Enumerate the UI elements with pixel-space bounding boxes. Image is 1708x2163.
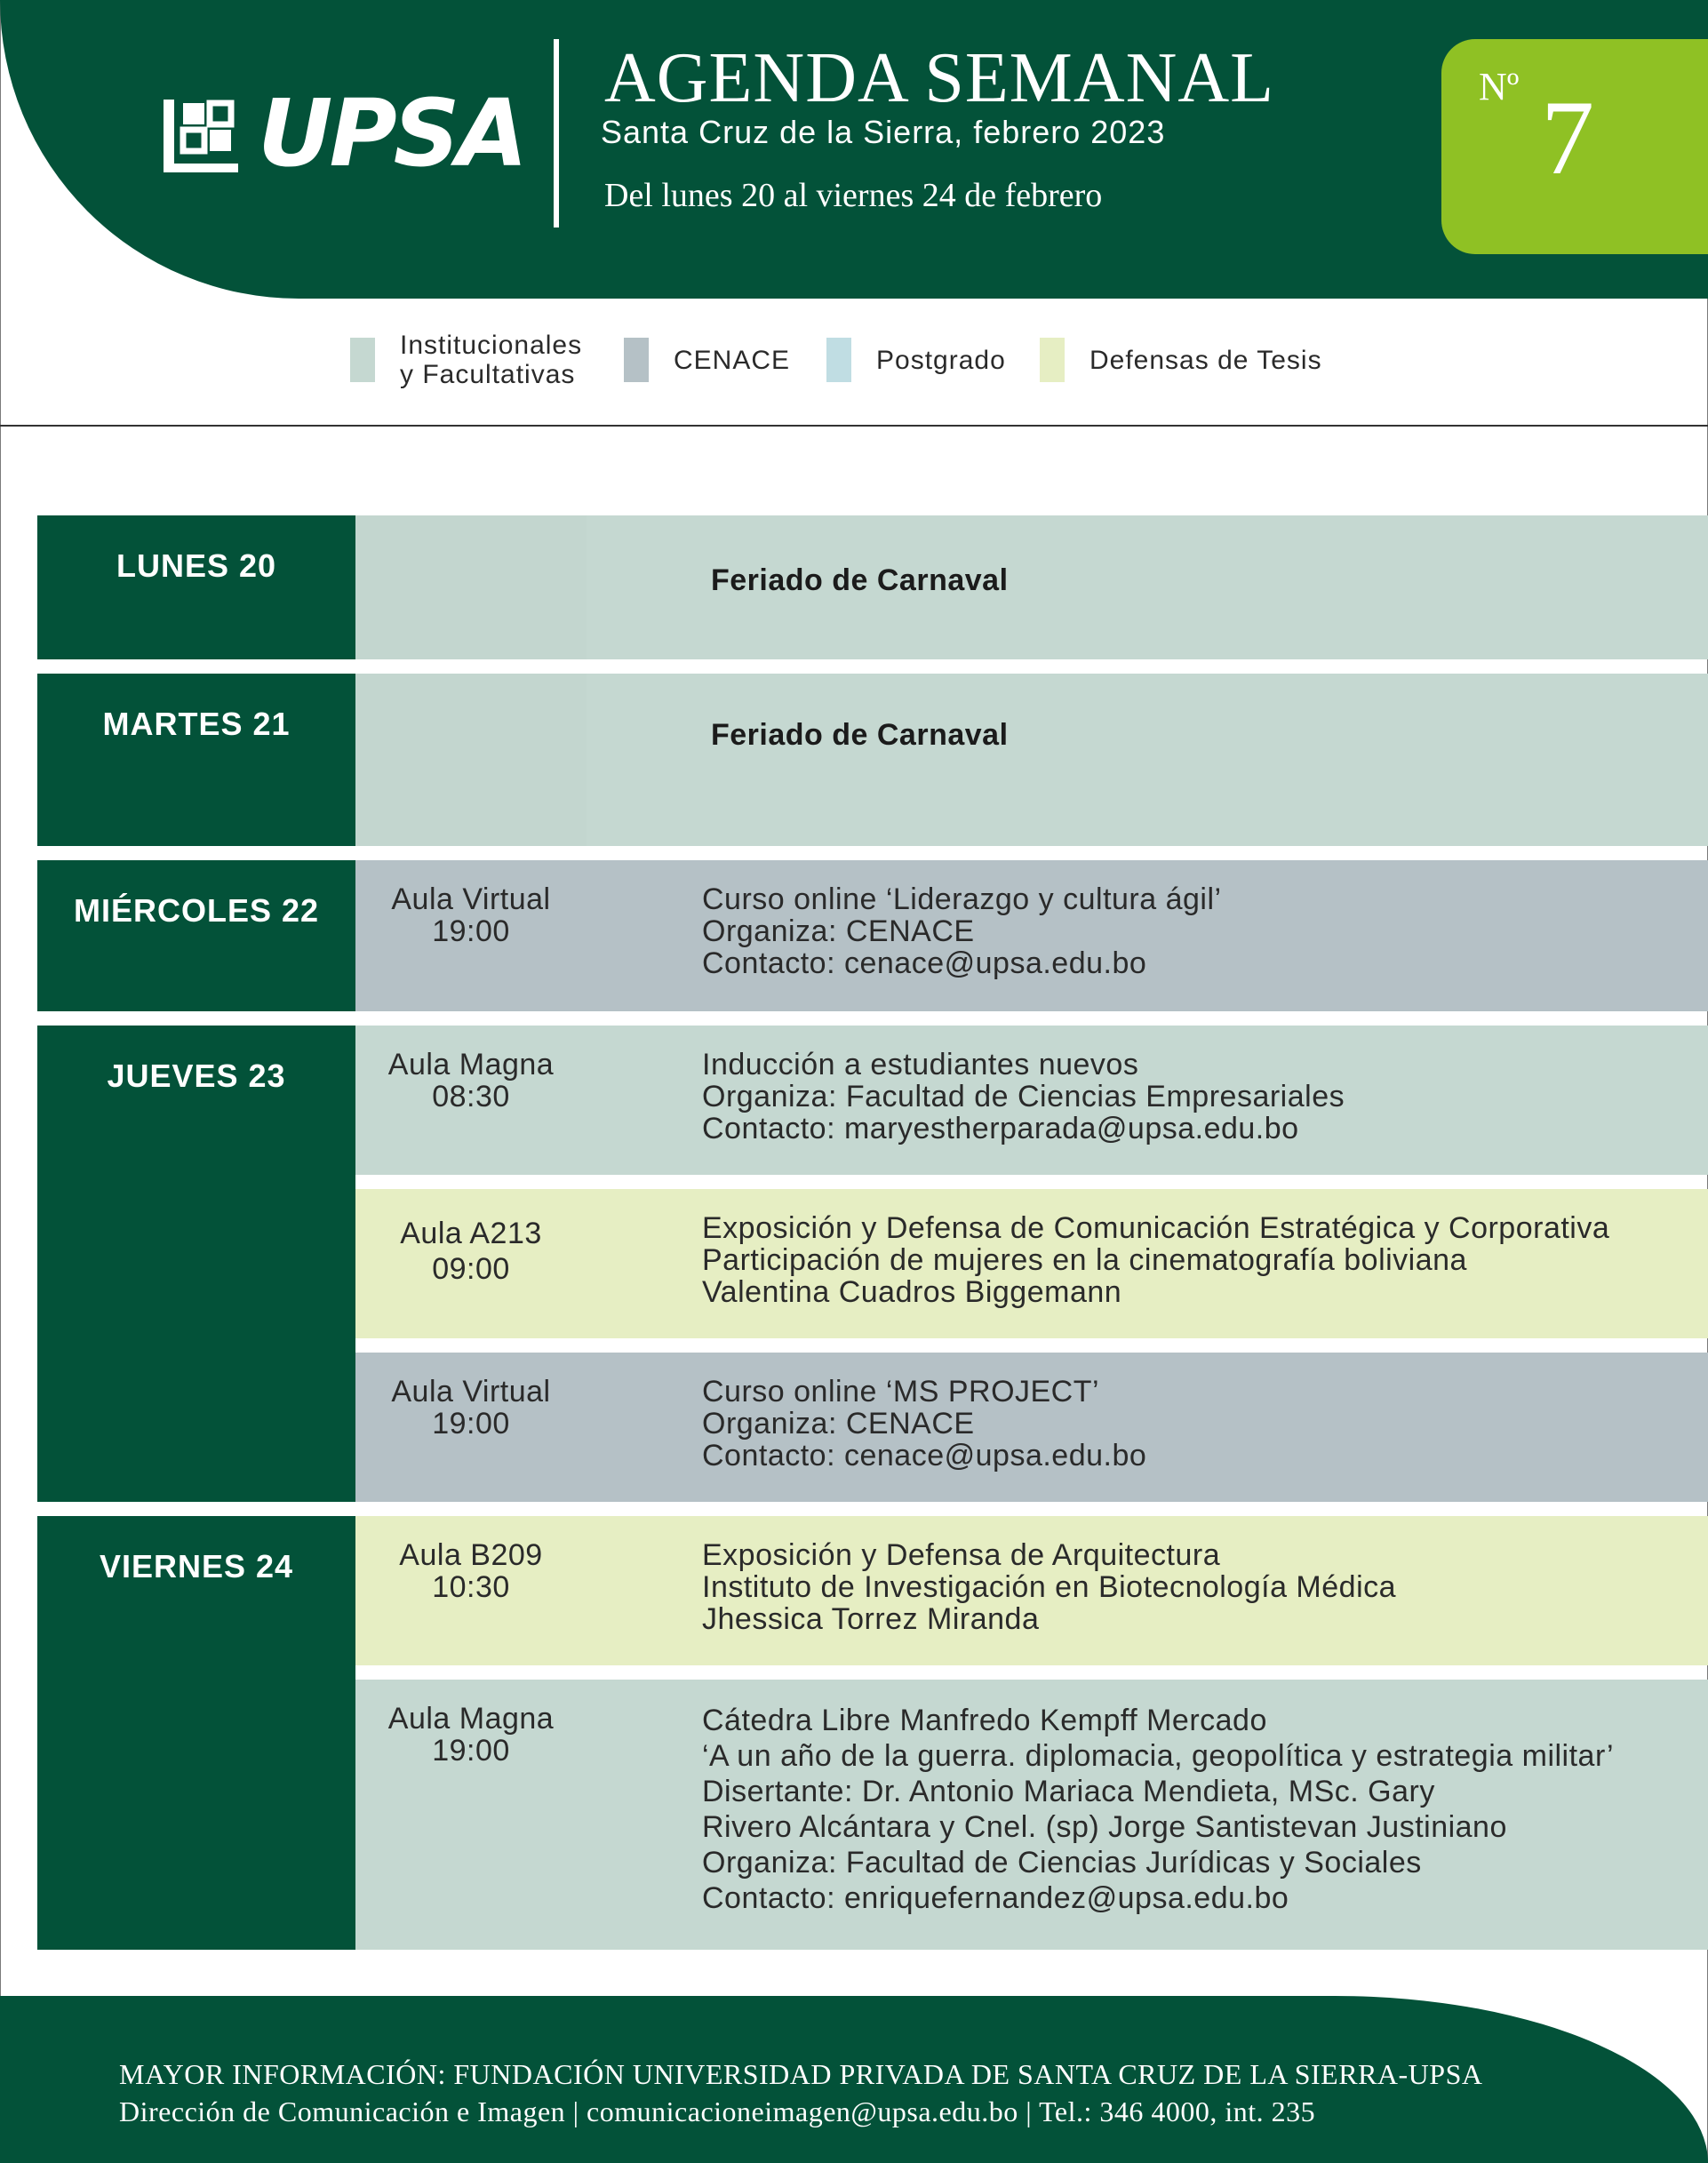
holiday-panel [355,515,1708,659]
event-room: Aula B209 [399,1538,543,1572]
event-room: Aula A213 [400,1217,542,1250]
day-tuesday [37,674,1708,846]
legend-label: Defensas de Tesis [1089,345,1322,375]
legend-swatch [350,338,375,382]
event-line: Curso online ‘MS PROJECT’ [702,1375,1100,1409]
event-card [355,1189,1708,1338]
day-monday [37,515,1708,659]
event-line: Exposición y Defensa de Comunicación Estratégica y Corporativa [702,1211,1610,1245]
event-line: Organiza: Facultad de Ciencias Jurídicas y Sociales [702,1846,1422,1880]
event-card [355,860,1708,1011]
day-label: MARTES 21 [37,674,355,846]
event-time: 10:30 [432,1570,510,1604]
page-subtitle: Santa Cruz de la Sierra, febrero 2023 [601,114,1166,150]
legend-item-institucionales [350,331,582,389]
event-line: Contacto: cenace@upsa.edu.bo [702,946,1147,980]
event-time: 19:00 [432,914,510,948]
day-label: VIERNES 24 [37,1516,355,1950]
day-label: MIÉRCOLES 22 [37,860,355,1011]
event-description [702,1049,1672,1145]
event-line: Participación de mujeres en la cinematografía boliviana [702,1243,1467,1277]
issue-label: Nº [1479,65,1520,108]
event-place [355,1049,587,1113]
holiday-text: Feriado de Carnaval [711,563,1009,597]
day-wednesday [37,860,1708,1011]
footer-info: MAYOR INFORMACIÓN: FUNDACIÓN UNIVERSIDAD PRIVADA DE SANTA CRUZ DE LA SIERRA-UPSA [119,2058,1483,2090]
event-place [355,1703,587,1767]
event-line: Inducción a estudiantes nuevos [702,1048,1139,1082]
upsa-logo [160,79,525,188]
event-time: 08:30 [432,1080,510,1113]
event-place [355,1216,587,1287]
legend-label: CENACE [674,345,791,375]
event-line: Exposición y Defensa de Arquitectura [702,1538,1221,1572]
legend-divider [0,425,1708,427]
event-line: Organiza: CENACE [702,1407,975,1441]
place-column [355,674,587,846]
event-room: Aula Magna [387,1048,555,1082]
event-line: Cátedra Libre Manfredo Kempff Mercado [702,1704,1267,1737]
issue-number: 7 [1541,78,1594,196]
day-label: JUEVES 23 [37,1026,355,1502]
header-divider [554,39,559,227]
event-room: Aula Virtual [391,882,551,916]
event-line: Jhessica Torrez Miranda [702,1602,1040,1636]
event-line: Organiza: CENACE [702,914,975,948]
event-description [702,1212,1672,1308]
legend-swatch [1040,338,1065,382]
event-card [355,1353,1708,1502]
event-line: Valentina Cuadros Biggemann [702,1275,1122,1309]
event-line: Organiza: Facultad de Ciencias Empresariales [702,1080,1345,1113]
event-line: Curso online ‘Liderazgo y cultura ágil’ [702,882,1222,916]
legend-label: Institucionales y Facultativas [400,331,583,389]
event-card [355,1026,1708,1175]
event-description [702,1539,1672,1635]
event-line: Contacto: enriquefernandez@upsa.edu.bo [702,1881,1289,1915]
upsa-emblem-icon [160,91,245,176]
legend-item-defensas [1040,331,1322,389]
event-list [355,1026,1708,1502]
day-label: LUNES 20 [37,515,355,659]
event-line: ‘A un año de la guerra. diplomacia, geopolítica y estrategia militar’ [702,1739,1615,1773]
event-room: Aula Magna [387,1702,555,1736]
legend-swatch [826,338,851,382]
legend-label: Postgrado [876,345,1006,375]
event-line: Rivero Alcántara y Cnel. (sp) Jorge Santistevan Justiniano [702,1810,1507,1844]
date-range: Del lunes 20 al viernes 24 de febrero [604,177,1103,214]
event-line: Instituto de Investigación en Biotecnología Médica [702,1570,1397,1604]
event-place [355,1539,587,1603]
event-line: Disertante: Dr. Antonio Mariaca Mendieta, MSc. Gary [702,1775,1435,1808]
event-list [355,1516,1708,1950]
event-description [702,1703,1672,1916]
event-place [355,1376,587,1440]
event-time: 09:00 [432,1252,510,1286]
event-place [355,883,587,947]
day-thursday [37,1026,1708,1502]
event-time: 19:00 [432,1407,510,1441]
legend-item-postgrado [826,331,1006,389]
event-room: Aula Virtual [391,1375,551,1409]
event-card [355,1516,1708,1665]
upsa-wordmark: UPSA [258,79,525,188]
holiday-panel [355,674,1708,846]
holiday-text: Feriado de Carnaval [711,718,1009,752]
page-title: AGENDA SEMANAL [604,39,1274,117]
event-line: Contacto: cenace@upsa.edu.bo [702,1439,1147,1473]
footer-contact: Dirección de Comunicación e Imagen | comunicacioneimagen@upsa.edu.bo | Tel.: 346 4000, int. 235 [119,2095,1316,2127]
event-card [355,1680,1708,1950]
day-friday [37,1516,1708,1950]
event-line: Contacto: maryestherparada@upsa.edu.bo [702,1112,1299,1145]
place-column [355,515,587,659]
event-time: 19:00 [432,1734,510,1768]
event-description [702,883,1672,979]
legend-swatch [624,338,649,382]
legend-item-cenace [624,331,790,389]
event-list [355,860,1708,1011]
event-description [702,1376,1672,1472]
